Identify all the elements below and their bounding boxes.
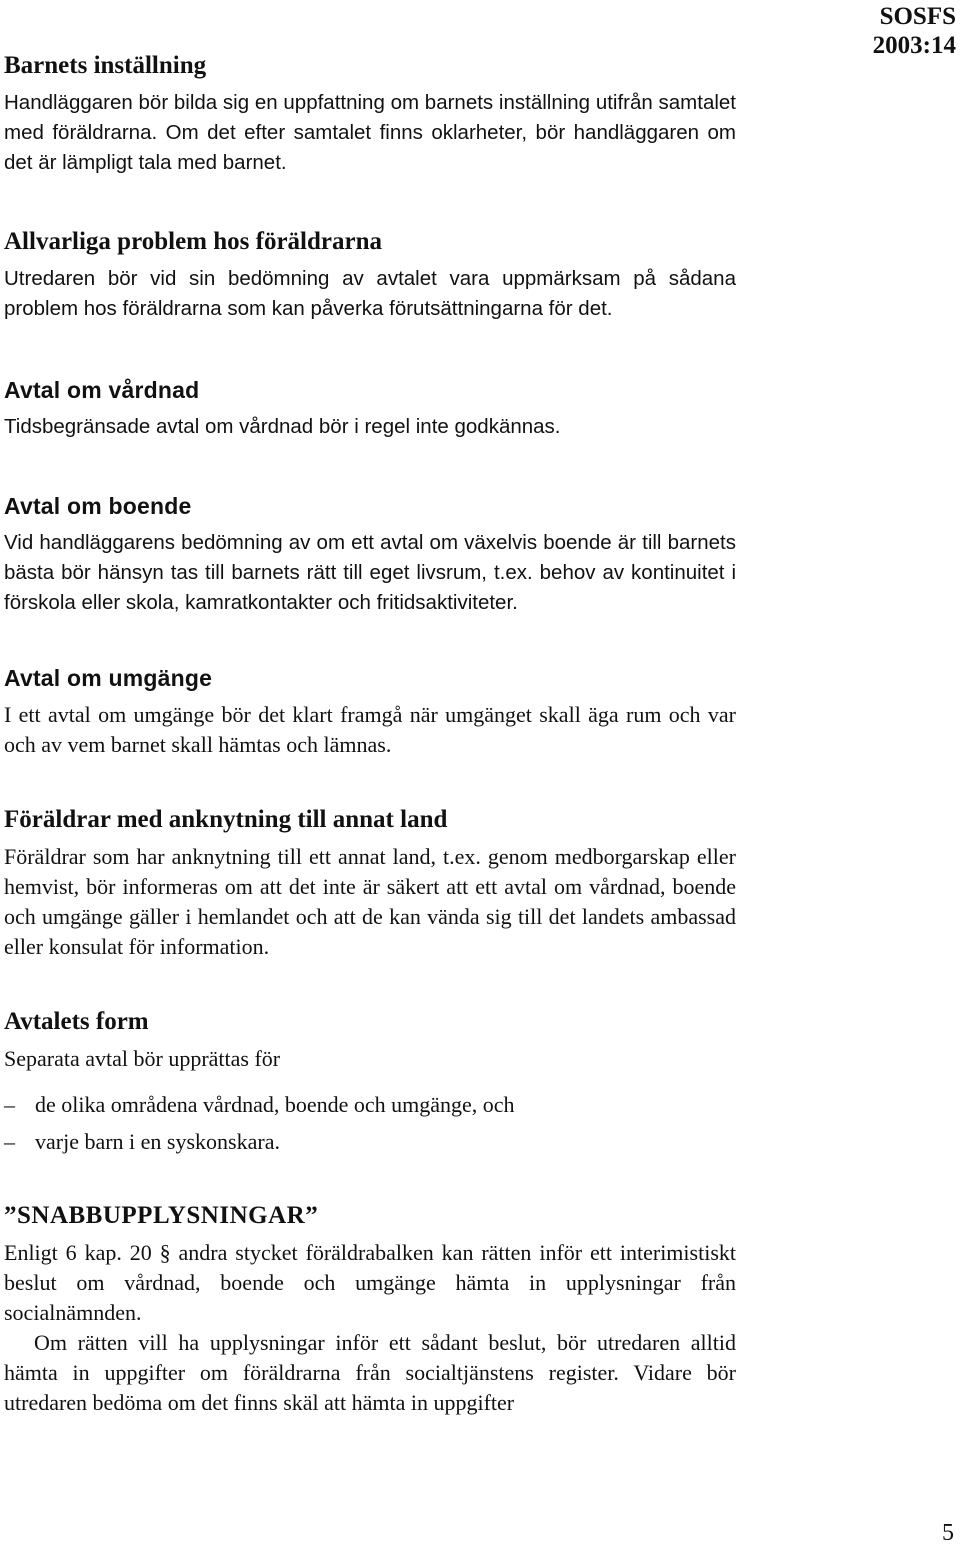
document-code <box>873 2 956 60</box>
section-text: Handläggaren bör bilda sig en uppfattning om barnets inställning utifrån samtalet med föräldrarna. Om det efter samtalet finns oklarheter, bör handläggaren om det är lämpligt tala med barnet. <box>4 91 736 174</box>
section-avtal-boende <box>4 490 736 618</box>
document-code-number: 2003:14 <box>872 32 956 59</box>
section-heading: ”SNABBUPPLYSNINGAR” <box>4 1202 319 1229</box>
dash-list <box>4 1086 736 1160</box>
section-intro: Separata avtal bör upprättas för <box>4 1046 281 1071</box>
section-allvarliga-problem <box>4 226 736 324</box>
list-item-text: varje barn i en syskonskara. <box>35 1129 280 1154</box>
section-foraldrar-annat-land <box>4 804 736 962</box>
section-heading: Föräldrar med anknytning till annat land <box>4 806 448 833</box>
section-text: Utredaren bör vid sin bedömning av avtalet vara uppmärksam på sådana problem hos föräldrarna som kan påverka förutsättningarna för det. <box>4 267 736 320</box>
section-text-1: Enligt 6 kap. 20 § andra stycket föräldrabalken kan rätten inför ett interimistiskt beslut om vårdnad, boende och umgänge hämta in upplysningar från socialnämnden. <box>4 1240 736 1325</box>
section-avtalets-form <box>4 1006 736 1160</box>
section-heading: Avtal om umgänge <box>4 665 213 691</box>
section-text-2: Om rätten vill ha upplysningar inför ett sådant beslut, bör utredaren alltid hämta in uppgifter om föräldrarna från socialtjänstens register. Vidare bör utredaren bedöma om det finns skäl att hämta in uppgifter <box>4 1330 736 1415</box>
section-snabbupplysningar <box>4 1200 736 1418</box>
document-code-series: SOSFS <box>879 3 956 30</box>
section-text: Vid handläggarens bedömning av om ett avtal om växelvis boende är till barnets bästa bör hänsyn tas till barnets rätt till eget livsrum, t.ex. behov av kontinuitet i förskola eller skola, kamratkontakter och fritidsaktiviteter. <box>4 531 736 614</box>
section-heading: Avtalets form <box>4 1008 149 1035</box>
list-item-text: de olika områdena vårdnad, boende och umgänge, och <box>35 1092 515 1117</box>
page-content <box>4 50 736 1418</box>
dash-bullet: – <box>4 1129 15 1154</box>
section-text: Föräldrar som har anknytning till ett annat land, t.ex. genom medborgarskap eller hemvist, bör informeras om att det inte är säkert att ett avtal om vårdnad, boende och umgänge gäller i hemlandet och att de kan vända sig till det landets ambassad eller konsulat för information. <box>4 844 736 959</box>
section-text: Tidsbegränsade avtal om vårdnad bör i regel inte godkännas. <box>4 415 561 438</box>
dash-bullet: – <box>4 1092 15 1117</box>
section-avtal-vardnad <box>4 374 736 442</box>
section-heading: Barnets inställning <box>4 52 207 79</box>
section-heading: Avtal om vårdnad <box>4 377 200 403</box>
page-number: 5 <box>942 1520 954 1546</box>
section-heading: Allvarliga problem hos föräldrarna <box>4 228 383 255</box>
list-item <box>4 1123 736 1160</box>
section-barnets-installning <box>4 50 736 178</box>
section-avtal-umgange <box>4 662 736 760</box>
section-heading: Avtal om boende <box>4 493 192 519</box>
section-text: I ett avtal om umgänge bör det klart framgå när umgänget skall äga rum och var och av vem barnet skall hämtas och lämnas. <box>4 702 736 757</box>
list-item <box>4 1086 736 1123</box>
